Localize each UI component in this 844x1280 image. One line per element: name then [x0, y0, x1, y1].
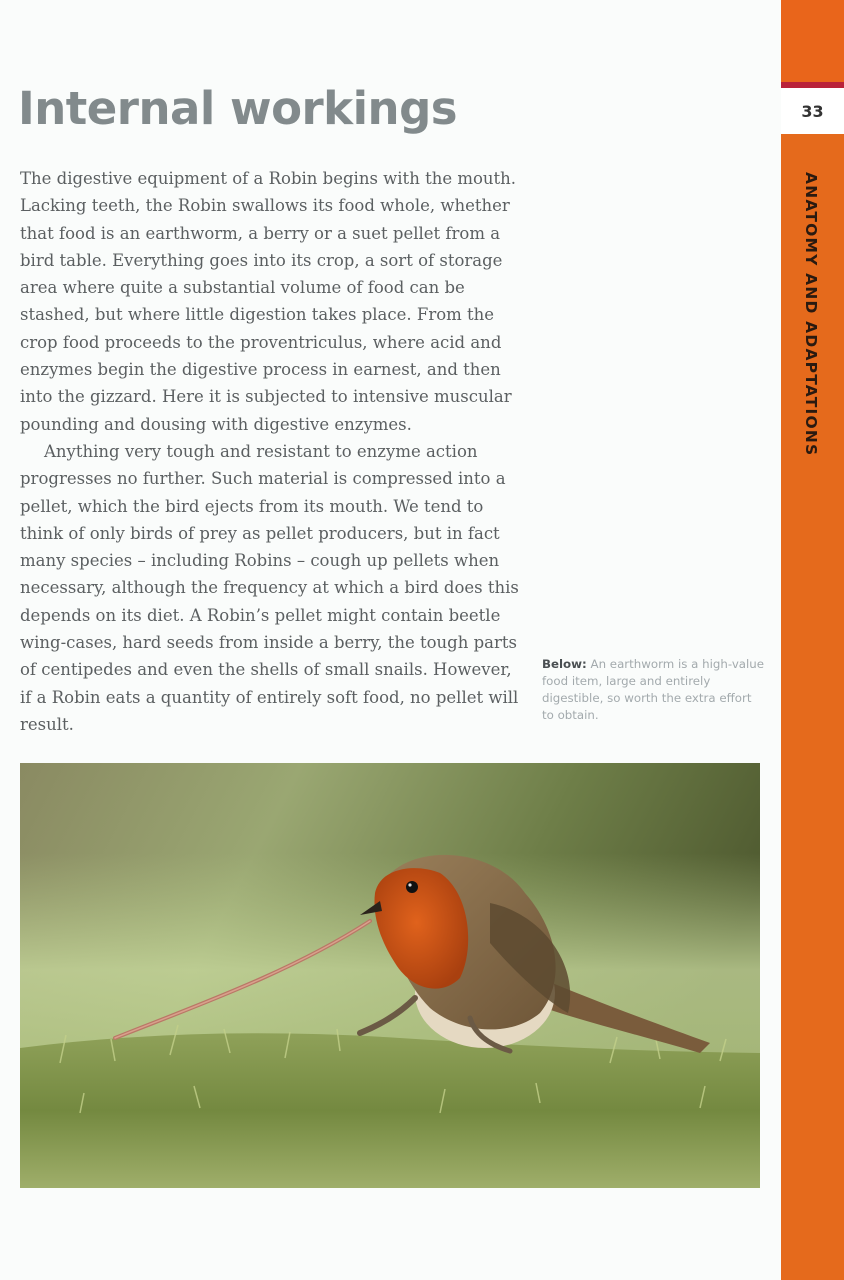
caption-label: Below: — [542, 657, 587, 671]
photo-caption — [542, 656, 767, 724]
robin-photo — [20, 763, 760, 1188]
chapter-tab — [781, 0, 844, 1280]
body-text — [20, 165, 520, 738]
page-title: Internal workings — [18, 82, 458, 135]
caption-text: An earthworm is a high-value food item, large and entirely digestible, so worth the extra effort to obtain. — [542, 657, 765, 722]
page-number: 33 — [781, 88, 844, 134]
paragraph-2: Anything very tough and resistant to enzyme action progresses no further. Such material is compressed into a pellet, which the bird ejects from its mouth. We tend to think of only birds of prey as pellet producers, but in fact many species – including Robins – cough up pellets when necessary, although the frequency at which a bird does this depends on its diet. A Robin’s pellet might contain beetle wing-cases, hard seeds from inside a berry, the tough parts of centipedes and even the shells of small snails. However, if a Robin eats a quantity of entirely soft food, no pellet will result. — [20, 441, 519, 734]
tab-top-block — [781, 0, 844, 82]
paragraph-1: The digestive equipment of a Robin begins with the mouth. Lacking teeth, the Robin swallows its food whole, whether that food is an earthworm, a berry or a suet pellet from a bird table. Everything goes into its crop, a sort of storage area where quite a substantial volume of food can be stashed, but where little digestion takes place. From the crop food proceeds to the proventriculus, where acid and enzymes begin the digestive process in earnest, and then into the gizzard. Here it is subjected to intensive muscular pounding and dousing with digestive enzymes. — [20, 169, 517, 434]
robin-eating-earthworm-image — [20, 763, 760, 1188]
section-label: ANATOMY AND ADAPTATIONS — [802, 172, 820, 457]
